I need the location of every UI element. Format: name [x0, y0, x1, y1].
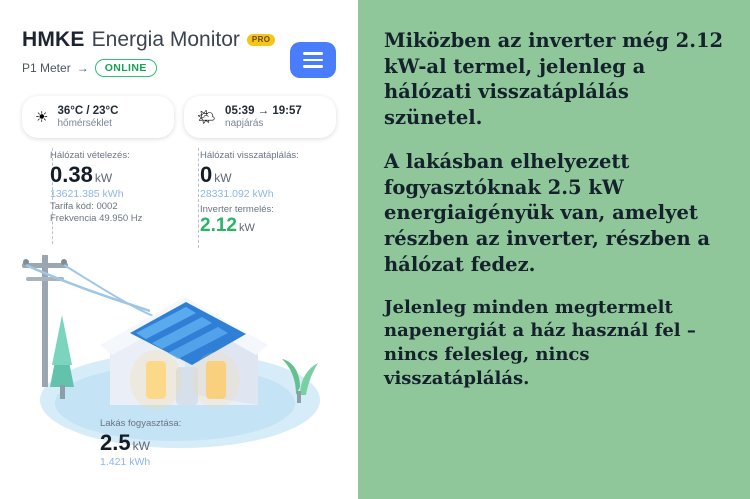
sun-times-value: 05:39 → 19:57	[225, 105, 302, 117]
dashboard-panel	[0, 0, 358, 499]
house-consumption-unit: kW	[132, 439, 150, 453]
status-badge: ONLINE	[95, 59, 157, 77]
sun-times-label: napjárás	[225, 118, 264, 129]
pro-badge: PRO	[247, 34, 276, 46]
grid-export-counter: 28331.092 kWh	[200, 188, 274, 201]
grid-import-value	[50, 163, 178, 187]
house-consumption-metric	[100, 418, 181, 468]
commentary-paragraph-2: A lakásban elhelyezett fogyasztóknak 2.5 kW energiaigényük van, amelyet részben az inverter, részben a hálózat fedez.	[384, 149, 711, 276]
menu-bar-2	[303, 59, 323, 62]
frequency-value: Frekvencia 49.950 Hz	[50, 213, 143, 225]
grid-export-label: Hálózati visszatáplálás:	[200, 150, 299, 161]
house-shape	[100, 297, 268, 410]
sunrise-icon: 🌤	[197, 108, 217, 126]
inverter-number: 2.12	[200, 215, 237, 237]
house-consumption-label: Lakás fogyasztása:	[100, 418, 182, 429]
menu-bar-3	[303, 65, 323, 68]
brand-name: HMKE	[22, 28, 85, 51]
tree-icon	[50, 315, 74, 399]
grid-import-label: Hálózati vételezés:	[50, 150, 130, 161]
commentary-paragraph-3: Jelenleg minden megtermelt napenergiát a ház használ fel – nincs felesleg, nincs visszatáplálás.	[384, 296, 696, 389]
grid-import-counter: 13621.385 kWh	[50, 188, 124, 201]
commentary-panel	[358, 0, 750, 499]
meter-label: P1 Meter	[22, 61, 71, 75]
grid-export-value	[200, 163, 328, 187]
temperature-pill	[22, 96, 174, 138]
house-consumption-counter: 1.421 kWh	[100, 456, 151, 469]
house-consumption-number: 2.5	[100, 430, 131, 455]
temperature-value: 36°C / 23°C	[57, 105, 119, 117]
temperature-label: hőmérséklet	[57, 118, 112, 129]
menu-bar-1	[303, 52, 323, 55]
grid-export-number: 0	[200, 162, 213, 187]
grid-import-unit: kW	[94, 171, 113, 185]
commentary-paragraph-1: Miközben az inverter még 2.12 kW-al termel, jelenleg a hálózati visszatáplálás szünetel.	[384, 29, 724, 130]
app-subtitle: Energia Monitor	[91, 28, 240, 51]
grid-import-number: 0.38	[50, 162, 93, 187]
hamburger-menu-icon[interactable]	[290, 42, 336, 78]
arrow-right-icon: →	[76, 61, 89, 75]
inverter-label: Inverter termelés:	[200, 204, 274, 216]
house-consumption-value	[100, 431, 181, 455]
sun-times-pill	[184, 96, 336, 138]
inverter-unit: kW	[238, 222, 255, 235]
info-pill-row	[22, 96, 336, 138]
tariff-code: Tarifa kód: 0002	[50, 201, 118, 213]
grid-export-unit: kW	[214, 171, 232, 185]
sun-icon: ☀	[35, 108, 49, 126]
